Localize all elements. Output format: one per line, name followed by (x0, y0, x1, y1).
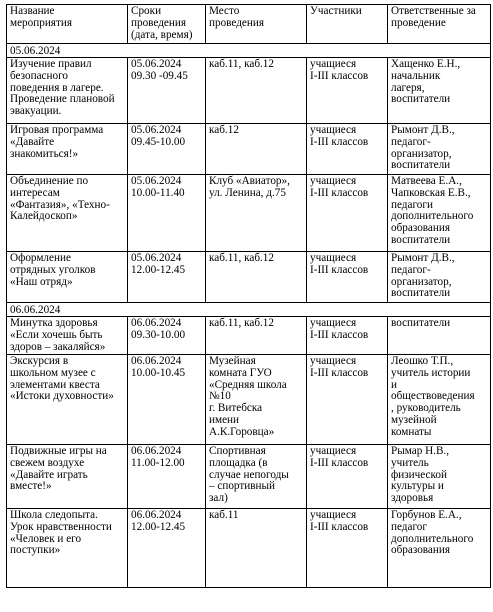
place-cell: каб.11, каб.12 (206, 58, 307, 124)
responsible-cell: Рымонт Д.В., педагог- организатор, воспитатели (388, 124, 491, 175)
table-row (7, 509, 491, 588)
date-cell: 05.06.2024 (7, 44, 491, 58)
event-cell: Игровая программа «Давайте знакомиться!» (7, 124, 128, 175)
place-cell: Клуб «Авиатор», ул. Ленина, д.75 (206, 175, 307, 252)
header-participants: Участники (307, 5, 388, 44)
place-cell: каб.11 (206, 509, 307, 588)
event-cell: Экскурсия в школьном музее с элементами квеста «Истоки духовности» (7, 355, 128, 445)
time-cell: 06.06.2024 09.30-10.00 (128, 317, 206, 355)
event-cell: Подвижные игры на свежем воздухе «Давайте играть вместе!» (7, 445, 128, 509)
schedule-table (6, 4, 491, 588)
participants-cell: учащиеся I-III классов (307, 355, 388, 445)
date-row (7, 303, 491, 317)
header-event: Название мероприятия (7, 5, 128, 44)
event-cell: Школа следопыта. Урок нравственности «Человек и его поступки» (7, 509, 128, 588)
event-cell: Оформление отрядных уголков «Наш отряд» (7, 252, 128, 303)
time-cell: 06.06.2024 11.00-12.00 (128, 445, 206, 509)
place-cell: каб.11, каб.12 (206, 252, 307, 303)
schedule-body (7, 5, 491, 588)
event-cell: Изучение правил безопасного поведения в лагере. Проведение плановой эвакуации. (7, 58, 128, 124)
table-row (7, 317, 491, 355)
place-cell: каб.11, каб.12 (206, 317, 307, 355)
time-cell: 05.06.2024 12.00-12.45 (128, 252, 206, 303)
table-row (7, 175, 491, 252)
responsible-cell: Хащенко Е.Н., начальник лагеря, воспитатели (388, 58, 491, 124)
table-row (7, 58, 491, 124)
table-row (7, 124, 491, 175)
header-time: Сроки проведения (дата, время) (128, 5, 206, 44)
time-cell: 05.06.2024 09.30 -09.45 (128, 58, 206, 124)
header-row (7, 5, 491, 44)
header-place: Место проведения (206, 5, 307, 44)
responsible-cell: воспитатели (388, 317, 491, 355)
table-row (7, 252, 491, 303)
time-cell: 06.06.2024 10.00-10.45 (128, 355, 206, 445)
responsible-cell: Леошко Т.П., учитель истории и обществоведения , руководитель музейной комнаты (388, 355, 491, 445)
participants-cell: учащиеся I-III классов (307, 509, 388, 588)
responsible-cell: Горбунов Е.А., педагог дополнительного образования (388, 509, 491, 588)
date-cell: 06.06.2024 (7, 303, 491, 317)
time-cell: 06.06.2024 12.00-12.45 (128, 509, 206, 588)
date-row (7, 44, 491, 58)
header-responsible: Ответственные за проведение (388, 5, 491, 44)
responsible-cell: Рымар Н.В., учитель физической культуры и здоровья (388, 445, 491, 509)
time-cell: 05.06.2024 09.45-10.00 (128, 124, 206, 175)
participants-cell: учащиеся I-III классов (307, 124, 388, 175)
participants-cell: учащиеся I-III классов (307, 445, 388, 509)
event-cell: Объединение по интересам «Фантазия», «Техно- Калейдоскоп» (7, 175, 128, 252)
place-cell: Спортивная площадка (в случае непогоды – спортивный зал) (206, 445, 307, 509)
participants-cell: учащиеся I-III классов (307, 252, 388, 303)
table-row (7, 445, 491, 509)
responsible-cell: Матвеева Е.А., Чапковская Е.В., педагоги дополнительного образования воспитатели (388, 175, 491, 252)
place-cell: Музейная комната ГУО «Средняя школа №10 г. Витебска имени А.К.Горовца» (206, 355, 307, 445)
responsible-cell: Рымонт Д.В., педагог- организатор, воспитатели (388, 252, 491, 303)
participants-cell: учащиеся I-III классов (307, 175, 388, 252)
participants-cell: учащиеся I-III классов (307, 317, 388, 355)
time-cell: 05.06.2024 10.00-11.40 (128, 175, 206, 252)
table-row (7, 355, 491, 445)
place-cell: каб.12 (206, 124, 307, 175)
event-cell: Минутка здоровья «Если хочешь быть здоров – закаляйся» (7, 317, 128, 355)
participants-cell: учащиеся I-III классов (307, 58, 388, 124)
